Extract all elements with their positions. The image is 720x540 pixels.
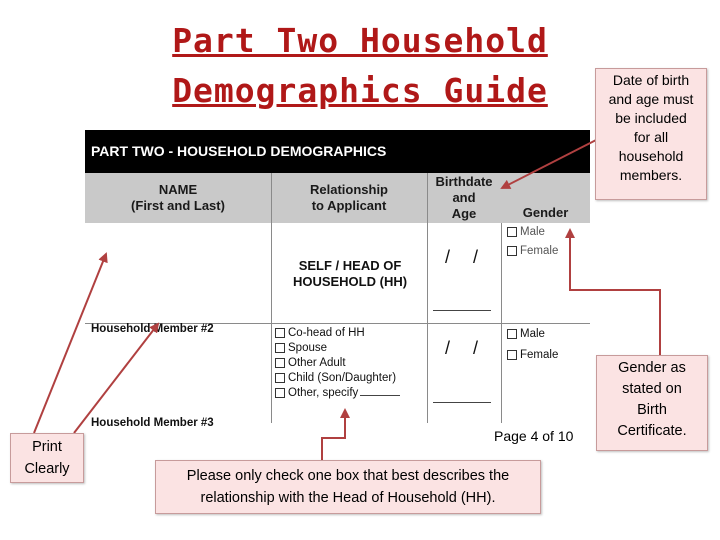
self-head-line-2: HOUSEHOLD (HH) — [292, 274, 408, 289]
print-clearly-callout — [10, 433, 84, 483]
gender-callout — [596, 355, 708, 451]
form-header: PART TWO - HOUSEHOLD DEMOGRAPHICS — [85, 130, 590, 173]
page-number: Page 4 of 10 — [494, 428, 574, 444]
callout-line: members. — [619, 167, 683, 183]
date-separator: / — [473, 338, 479, 358]
option-label: Other Adult — [288, 357, 346, 369]
print-arrow-2 — [74, 324, 158, 433]
callout-line: household — [618, 148, 684, 164]
household-member-3-label: Household Member #3 — [91, 417, 214, 429]
callout-line: stated on — [622, 381, 682, 397]
name-header-line-1: NAME — [158, 182, 198, 197]
name-header-line-2: (First and Last) — [131, 198, 225, 213]
check-one-box-callout — [155, 460, 541, 514]
relationship-arrow — [322, 410, 345, 460]
self-head-line-1: SELF / HEAD OF — [298, 258, 402, 273]
callout-line: for all — [633, 129, 669, 145]
callout-line: Birth — [637, 402, 667, 418]
female-label: Female — [520, 349, 559, 361]
household-member-2-label: Household Member #2 — [91, 323, 214, 335]
birthdate-arrow — [502, 138, 600, 188]
option-label: Spouse — [288, 342, 328, 354]
callout-line: and age must — [608, 91, 694, 107]
birthdate-header-line-2: and — [452, 190, 476, 205]
male-label: Male — [520, 328, 545, 340]
gender-header-text: Gender — [522, 205, 569, 220]
male-label: Male — [520, 226, 545, 238]
option-label: Other, specify — [288, 387, 359, 399]
callout-line: Gender as — [618, 360, 686, 376]
relationship-header-line-2: to Applicant — [311, 198, 387, 213]
page-title-line-2: Demographics Guide — [172, 71, 548, 110]
callout-line: Certificate. — [617, 423, 687, 439]
female-label: Female — [520, 245, 559, 257]
relationship-header-line-1: Relationship — [309, 182, 388, 197]
date-separator: / — [473, 247, 479, 267]
option-label: Co-head of HH — [288, 327, 365, 339]
birthdate-header-line-1: Birthdate — [435, 174, 493, 189]
gender-arrow — [570, 230, 660, 355]
callout-line: Clearly — [24, 461, 70, 477]
date-separator: / — [445, 338, 451, 358]
birthdate-header-line-3: Age — [451, 206, 477, 221]
callout-line: Please only check one box that best describes the — [186, 468, 510, 484]
callout-line: Date of birth — [612, 72, 690, 88]
page-title-line-1: Part Two Household — [172, 21, 548, 60]
option-label: Child (Son/Daughter) — [288, 372, 397, 384]
birthdate-callout — [595, 68, 707, 200]
callout-line: be included — [615, 110, 687, 126]
date-separator: / — [445, 247, 451, 267]
callout-line: relationship with the Head of Household (HH). — [200, 490, 496, 506]
callout-line: Print — [32, 439, 62, 455]
